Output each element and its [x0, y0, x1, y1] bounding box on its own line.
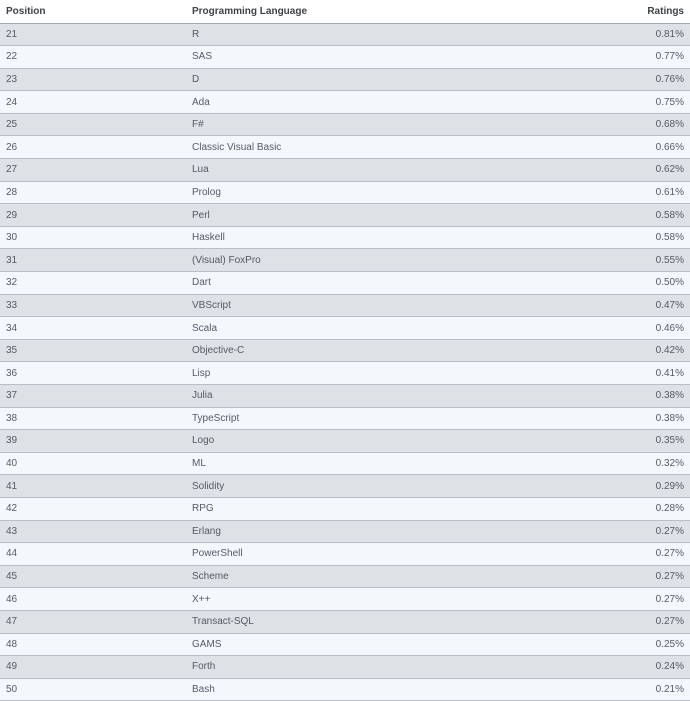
rating-cell: 0.55%	[564, 249, 690, 272]
rating-cell: 0.58%	[564, 226, 690, 249]
rating-cell: 0.27%	[564, 588, 690, 611]
rating-cell: 0.75%	[564, 91, 690, 114]
rating-cell: 0.46%	[564, 317, 690, 340]
table-row	[0, 46, 690, 69]
rating-cell: 0.81%	[564, 23, 690, 46]
table-row	[0, 181, 690, 204]
table-row	[0, 226, 690, 249]
header-row	[0, 0, 690, 23]
language-cell: Lisp	[186, 362, 564, 385]
language-cell: Classic Visual Basic	[186, 136, 564, 159]
position-cell: 43	[0, 520, 186, 543]
rating-cell: 0.28%	[564, 497, 690, 520]
language-cell: (Visual) FoxPro	[186, 249, 564, 272]
table-body	[0, 23, 690, 701]
language-cell: Scheme	[186, 565, 564, 588]
language-cell: Transact-SQL	[186, 610, 564, 633]
position-cell: 49	[0, 656, 186, 679]
rating-cell: 0.61%	[564, 181, 690, 204]
language-cell: X++	[186, 588, 564, 611]
table-row	[0, 272, 690, 295]
language-cell: Objective-C	[186, 339, 564, 362]
table-row	[0, 520, 690, 543]
table-row	[0, 430, 690, 453]
table-row	[0, 91, 690, 114]
rating-cell: 0.76%	[564, 68, 690, 91]
language-cell: Lua	[186, 159, 564, 182]
language-cell: TypeScript	[186, 407, 564, 430]
position-cell: 38	[0, 407, 186, 430]
position-cell: 24	[0, 91, 186, 114]
language-cell: Haskell	[186, 226, 564, 249]
table-row	[0, 159, 690, 182]
position-cell: 27	[0, 159, 186, 182]
language-cell: Bash	[186, 678, 564, 701]
position-cell: 35	[0, 339, 186, 362]
language-cell: Forth	[186, 656, 564, 679]
language-cell: Logo	[186, 430, 564, 453]
position-cell: 33	[0, 294, 186, 317]
rating-cell: 0.35%	[564, 430, 690, 453]
table-row	[0, 565, 690, 588]
rating-cell: 0.62%	[564, 159, 690, 182]
rating-cell: 0.68%	[564, 113, 690, 136]
table-row	[0, 317, 690, 340]
table-row	[0, 294, 690, 317]
table-row	[0, 656, 690, 679]
rating-cell: 0.38%	[564, 385, 690, 408]
language-cell: Scala	[186, 317, 564, 340]
language-cell: Dart	[186, 272, 564, 295]
language-cell: Erlang	[186, 520, 564, 543]
table-row	[0, 588, 690, 611]
language-cell: RPG	[186, 497, 564, 520]
position-cell: 39	[0, 430, 186, 453]
position-cell: 21	[0, 23, 186, 46]
language-cell: Solidity	[186, 475, 564, 498]
table-row	[0, 113, 690, 136]
position-cell: 30	[0, 226, 186, 249]
table-row	[0, 204, 690, 227]
rating-cell: 0.27%	[564, 565, 690, 588]
language-cell: ML	[186, 452, 564, 475]
header-position: Position	[0, 0, 186, 23]
language-cell: Prolog	[186, 181, 564, 204]
rating-cell: 0.29%	[564, 475, 690, 498]
table-row	[0, 249, 690, 272]
table-row	[0, 362, 690, 385]
position-cell: 40	[0, 452, 186, 475]
rating-cell: 0.27%	[564, 543, 690, 566]
rating-cell: 0.66%	[564, 136, 690, 159]
table-row	[0, 497, 690, 520]
rating-cell: 0.77%	[564, 46, 690, 69]
rating-cell: 0.41%	[564, 362, 690, 385]
position-cell: 25	[0, 113, 186, 136]
position-cell: 42	[0, 497, 186, 520]
table-row	[0, 543, 690, 566]
rating-cell: 0.27%	[564, 520, 690, 543]
table-row	[0, 136, 690, 159]
rating-cell: 0.27%	[564, 610, 690, 633]
position-cell: 26	[0, 136, 186, 159]
position-cell: 46	[0, 588, 186, 611]
rating-cell: 0.24%	[564, 656, 690, 679]
table-row	[0, 633, 690, 656]
position-cell: 22	[0, 46, 186, 69]
language-cell: Julia	[186, 385, 564, 408]
position-cell: 37	[0, 385, 186, 408]
position-cell: 48	[0, 633, 186, 656]
position-cell: 45	[0, 565, 186, 588]
language-cell: R	[186, 23, 564, 46]
rating-cell: 0.58%	[564, 204, 690, 227]
rating-cell: 0.32%	[564, 452, 690, 475]
rating-cell: 0.25%	[564, 633, 690, 656]
position-cell: 29	[0, 204, 186, 227]
language-cell: GAMS	[186, 633, 564, 656]
table-row	[0, 452, 690, 475]
position-cell: 41	[0, 475, 186, 498]
table-row	[0, 407, 690, 430]
rating-cell: 0.21%	[564, 678, 690, 701]
table-header	[0, 0, 690, 23]
table-row	[0, 610, 690, 633]
table-row	[0, 339, 690, 362]
position-cell: 36	[0, 362, 186, 385]
position-cell: 32	[0, 272, 186, 295]
language-cell: Perl	[186, 204, 564, 227]
language-cell: VBScript	[186, 294, 564, 317]
table-row	[0, 68, 690, 91]
position-cell: 47	[0, 610, 186, 633]
header-programming-language: Programming Language	[186, 0, 564, 23]
table-row	[0, 678, 690, 701]
rating-cell: 0.42%	[564, 339, 690, 362]
language-cell: Ada	[186, 91, 564, 114]
language-cell: PowerShell	[186, 543, 564, 566]
position-cell: 50	[0, 678, 186, 701]
position-cell: 34	[0, 317, 186, 340]
rating-cell: 0.38%	[564, 407, 690, 430]
position-cell: 44	[0, 543, 186, 566]
table-row	[0, 385, 690, 408]
position-cell: 31	[0, 249, 186, 272]
language-cell: F#	[186, 113, 564, 136]
table-row	[0, 23, 690, 46]
rating-cell: 0.47%	[564, 294, 690, 317]
language-cell: D	[186, 68, 564, 91]
position-cell: 28	[0, 181, 186, 204]
language-cell: SAS	[186, 46, 564, 69]
position-cell: 23	[0, 68, 186, 91]
rating-cell: 0.50%	[564, 272, 690, 295]
table-row	[0, 475, 690, 498]
header-ratings: Ratings	[564, 0, 690, 23]
